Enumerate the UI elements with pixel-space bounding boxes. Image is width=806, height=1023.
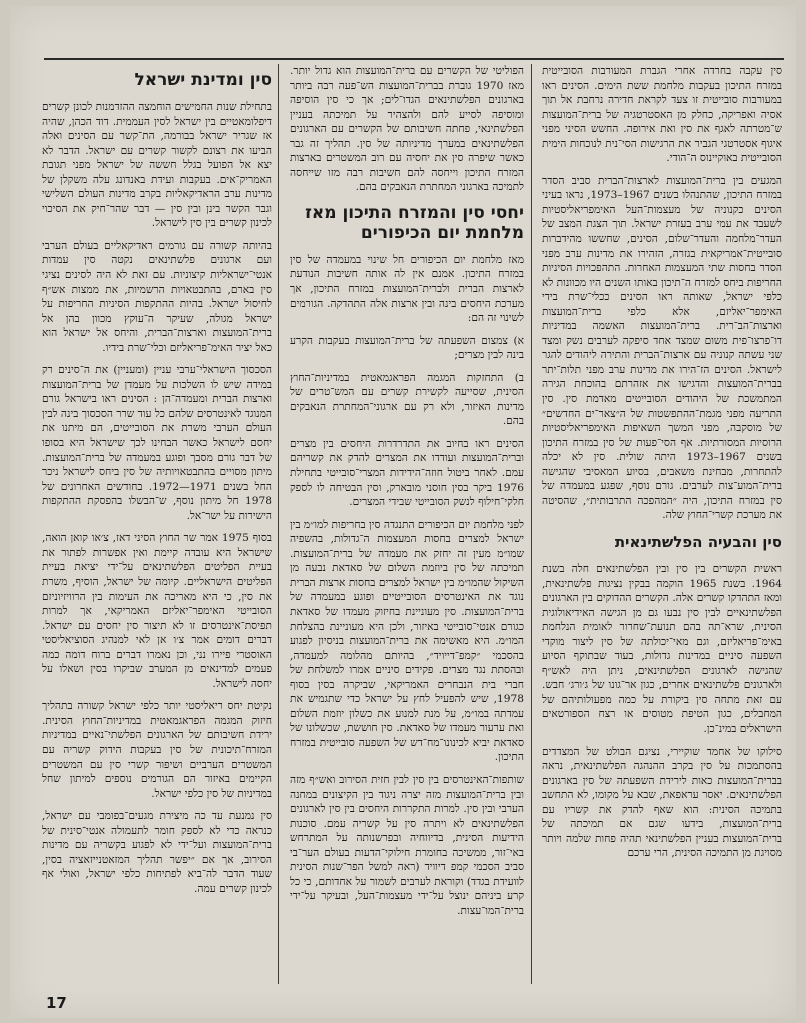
column-divider-left: [278, 64, 279, 984]
paragraph: בסוף 1975 אמר שר החוץ הסיני דאז, צ׳או קואן הואה, שישראל היא עובדה קיימת ואין אפשרות לפתור את בעיית הפליטים הפלשתינאים על־ידי יציאת בעיית הפליטים הישראליים. קיומה של ישראל, הוסיף, משרת את סין, כי היא מאריכה את העימות בין הרוויזיוניזם הסובייטי האימפר־יאליזם האמריקאי, אך למרות תפיסת־אינטרסים זו לא תיצור סין יחסים עם ישראל. דברים דומים אמר צ׳ו אן לאי למנהיג הסוציאליסטי האוסטרי פיירו נני, וכן נאמרו דברים ברוח דומה כמה פעמים למדינאים מן המערב שביקרו בסין ושאלו על יחסה לישראל.: [42, 532, 272, 690]
paragraph: סין עקבה בחרדה אחרי הגברת המעורבות הסובייטית במזרח התיכון בעקבות מלחמת ששת הימים. הסינים ראו במעורבות סובייטית זו צעד לקראת חדירה נרחבת אל תוך אסיה ואפריקה, כחלק מן האסטרטגיה של ברית־המועצות ש־מטרתה לאגף את סין ואת אירופה. החשש הסיני מפני איגוף אסטרטגי הגביר את הרגישות הסי־נית לנוכחות הימית הסובייטית באוקיינוס ה־הודי.: [542, 65, 782, 165]
paragraph: ב) התחזקות המגמה הפראגמאטית במדיניות־החוץ הסינית, שסייעה לקשירת קשרים עם המש־טרים של מדינות האיזור, ולא רק עם ארגוני־המחתרת הנאבקים בהם.: [290, 371, 524, 428]
column-right: [542, 64, 782, 984]
paragraph: סין נמנעת עד כה מיצירת מגעים־בפומבי עם ישראל, כנראה כדי לא לספק חומר לתעמולה אנטי־סינית של ברית־המועצות ועל־ידי לא לפגוע בקשריה עם מדינות הסירוב, אך אם ״יפשר תהליך המזאטנייזאציה בסין, שעוד הדבר לה־ביא לפתיחות כלפי ישראל, ואולי אף לכינון קשרים עמה.: [42, 810, 272, 895]
column-middle: [290, 64, 524, 984]
paragraph: הפוליטי של הקשרים עם ברית־המועצות הוא גדול יותר. מאז 1970 גוברת בברית־המועצות הש־פעה רבה ביותר בארגונים הפלשתינאים הגדו־לים; אך כי סין הוסיפה ומוסיפה לסייע להם ולהצהיר על תמיכתה בעניין הפלשתינאי, פחתה חשיבותם של הקשרים עם הארגונים הפלשתינאים במערך מדיניותה של סין. תהליך זה גבר כאשר שיפרה סין את יחסיה עם רוב המשטרים בארצות המזרח התיכון וייחסה להם חשיבות רבה מזו שייחסה לתמיכה בארגוני המחתרת הנאבקים בהם.: [290, 65, 524, 194]
paragraph: נקיטת יחס ריאליסטי יותר כלפי ישראל קשורה בתהליך חיזוק המגמה הפראגמאטית במדיניות־החוץ הסינית. ירידת חשיבותם של הארגונים הפלשתי־נאיים במדיניות המזרח־תיכונית של סין בעקבות הידוק קשריה עם המשטרים הערביים ושיפור קשרי סין עם המשטרים הקיימים באיזור הם הגורמים נוספים למיתון שחל במדיניות של סין כלפי ישראל.: [42, 700, 272, 800]
section-heading-china-israel: סין ומדינת ישראל: [134, 70, 272, 90]
section-heading-middle-east: יחסי סין והמזרח התיכון מאז מלחמת יום הכיפורים: [305, 202, 524, 243]
paragraph: בהיותה קשורה עם גורמים ראדיקאליים בעולם הערבי ועם ארגונים פלשתינאים נקטה סין עמדות אנטי־ישראליות קיצוניות. עם זאת לא היה לסינים נציגי סין בארם, בהתבטאויות הרשמיות, את ממצות אש״ף לחיסול ישראל. בהיות ההתקפות הסיניות החריפות על ישראל מגולה, שעיקר ה־עוקץ מכוון בהן אל ברית־המועצות וארצות־הברית, והיחס אל ישראל הוא כאל יציר האימ־פריאליזם וכלי־שרת בידיו.: [42, 239, 272, 354]
column-divider-right: [531, 64, 532, 984]
section-heading-palestinian-issue: סין והבעיה הפלשתינאית: [614, 532, 782, 551]
paragraph: לפני מלחמת יום הכיפורים התנגדה סין בחריפות למו״מ בין ישראל למצרים בחסות המעצמות ה־גדולות, בהשפיה שמו״מ מעין זה יחזק את מעמדה של ברית־המועצות. תמיכתה של סין ביוזמת השלום של סאדאת נבעה מן השיקול שהמו״מ בין ישראל למצרים בחסות ארצות הברית נוגד את האינטרסים הסובייטיים ופוגע במעמדה של ברית־המועצות. סין מעוניינת בחיזוק מעמדו של סאדאת כגורם אנטי־סובייטי באיזור, ולכן היא מעוניינת בהצלחת המו״מ. היא מאשימה את ברית־המועצות בניסיון לפגוע בהסכמי ״קמפ־דייויד״, בהיותם מהלומה למעמדה, ובהסתת נגד מצרים. פקידים סיניים אמרו למשלחת של חברי בית הנבחרים האמריקאי, שביקרה בסין בסוף 1978, שיש להפעיל לחץ על ישראל כדי שתגמיש את עמדתה במו״מ, על מנת למנוע את כשלון יוזמת השלום ואת ערעור מעמדו של סאדאת. סין חוששת, שכשלונו של סאדאת יביא לכינונו־מח־דש של השפעה סובייטית במזרח התיכון.: [290, 518, 524, 764]
paragraph: הסכסוך הישראלי־ערבי עניין (ומעניין) את ה־סינים רק במידה שיש לו השלכות על מעמדן של ברית־המועצות וארצות הברית ומעמדה־הן : הסינים ראו בישראל גורם המנוגד לאינטרסים שלהם כל עוד שרר הסכסוך בינה לבין העולם הערבי משרת את הסובייטים, הם מיתנו את יחסם לישראל כאשר הבחינו לכך שישראל היא בסופו של דבר גורם מסבך ופוגע במעמדה של ברית־המועצות. מיתון מסויים בהתבטאויותיה של סין ביחס לישראל ניכר החל בשנים 1971—1972. בחודשים האחרונים של 1978 חל מיתון נוסף, ש־הבשלו בהפסקת ההתקפות הישירות על ישר־אל.: [42, 364, 272, 522]
top-rule: [44, 58, 784, 60]
page-number: 17: [46, 994, 67, 1012]
paragraph: א) צמצום השפעתה של ברית־המועצות בעקבות הקרע בינה לבין מצרים;: [290, 334, 524, 362]
magazine-page: [10, 6, 796, 1018]
paragraph: בתחילת שנות החמישים הוחמצה ההזדמנות לכונן קשרים דיפלומאטיים בין ישראל לסין העממית. דוד הכהן, שהיה אז שגריר ישראל בבורמה, הת־קשר עם הסינים ואלה הביעו את רצונם לקשור קשרים עם ישראל. הדבר לא יצא אל הפועל בגלל חששה של ישראל מפני תגובת האמריק־אים. בעקבות ועידת באנדונג עלה משקלן של מדינות ערב הראדיקאליות בקרב מדינות העולם השלישי וגבר הקשר בינן ובין סין — דבר שהר־חיק את הסיכוי לכינון קשרים בין סין לישראל.: [42, 101, 272, 230]
paragraph: המגעים בין ברית־המועצות לארצות־הברית סביב הסדר במזרח התיכון, שהתנהלו בשנים 1967–1973, נראו בעיני הסינים כקנוניה של מעצמות־העל האימפריאליסטיות לשעבד את עמי ערב בעזרת ישראל. תוך הצגת המצב של העדר־מלחמה והעדר־שלום, הסינים, שחששו מהידברות סובייטית־אמריקאית בגזרה, הזהירו את מדינות ערב מפני הסדר בחסות שתי המעצמות האחרות. התהפכויות הסיניות החריפות ביחס למזרח ה־תיכון באותו השנים היו מכוונות לא כלפי ישראל, שאותה ראו הסינים ככלי־שרת בידי האימפר־יאליזם, אלא כלפי ברית־המועצות וארצות־הב־רית. ברית־המועצות האשמה במדיניות דו־פרצו־פית משום שמצד אחד סיפקה לערבים נשק ומצד שני עשתה קנוניה עם ארצות־הברית והתירה ליהודים להגר לישראל. הסינים הז־הירו את מדינות ערב מפני תלות־יתר בברית־המועצות והדגישו את אזהרתם בהוכחת הגירה המתמשכת של היהודים הסובייטים מאדמת סין. סין התריעה מפני מגמת־ההתפשטות של ה״צאר־ים החדשים״ של מוסקבה, מפני המשך השאיפות האימפריאליסטיות הרוסיות המסורתיות. אף הסי־פעות של סין במזרח התיכון בשנים 1967–1973 היתה שולית. סין לא יכלה להתחרות, מבחינת משאבים, בסיוע המאסיבי שהגישה ברית־המוע־צות לערבים. גורם נוסף, שפגע במעמדה של סין במזרח התיכון, היה ״המהפכה התרבותית״, שהסיטה את מערכת קשרי־החוץ שלה.: [542, 174, 782, 522]
column-left: [42, 64, 272, 984]
paragraph: סילוקו של אחמד שוקיירי, נציגם הבולט של המצדדים בהסתמכות על סין בקרב ההנהגה הפלשתינאית, נראה בברית־המועצות כאות לירידת השפעתה של סין בארגונים הפלשתינאים. יאסר עראפאת, שבא על מקומו, לא התחשב בתמיכה הסינית: הוא שאף להדק את קשריו עם ברית־המועצות, בידעו שגם אם תמיכתה של ברית־המועצות בעניין הפלשתינאי תהיה פחות שלמה ויותר מסויגת מן התמיכה הסינית, הרי ערכם: [542, 745, 782, 860]
paragraph: שותפות־האינטרסים בין סין לבין חזית הסירוב ואש״ף מזה ובין ברית־המועצות מזה יצרה ניגוד בין הקיצונים במחנה הערבי ובין סין. למרות התקררות היחסים בין סין לארגונים הפלשתינאים לא ויתרה סין על קשריה עמם. סוכנות הידיעות הסינית, בדיווחיה ובפרשנותה על המתרחש באי־זור, ממשיכה בחומרת חילוקי־הדעות בעולם הער־בי סביב הסכמי קמפ דיוויד (ראה למשל הפר־שנות הסינית לוועידת בגדד) וקוראת לערבים לשמור על אחדותם, כי כל קרע ביניהם ינוצל על־ידי מעצמות־העל, ובעיקר על־ידי ברית־המו־עצות.: [290, 773, 524, 917]
paragraph: מאז מלחמת יום הכיפורים חל שינוי במעמדה של סין במזרח התיכון. אמנם אין לה אותה חשיבות הנודעת לארצות הברית ולברית־המועצות במזרח התיכון, אך מערכת היחסים בינה ובין ארצות אלה התהדקה. הגורמים לשינוי זה הם:: [290, 253, 524, 325]
paragraph: ראשית הקשרים בין סין ובין הפלשתינאים חלה בשנת 1964. בשנת 1965 הוקמה בבקין נציגות פלשתינאית, ומאז התהדקו קשרים אלה. הקשרים ההדוקים בין הארגונים הפלשתינאיים לבין סין נבעו גם מן הגישה האידיאולוגית הסינית, שרא־תה בהם תנועת־שחרור לאומית הנלחמת באימ־פריאליזם, וגם מאי־יכולתה של סין ליצור מוקדי השפעה סיניים במדינות גדולות, בעוד שבתוקף הסיוע שהגישה לארגונים הפלשתינאים, ניתן היה לאש״ף ולארגונים פלשתינאים אחרים, כגון אר־גונו של ג׳ורג׳ חבש. עם זאת מתחה סין ביקורת על כמה מפעולותיהם של המחבלים, כגון הטיפת מטוסים או רצח הספורטאים הישראלים במינ־כן.: [542, 562, 782, 735]
paragraph: הסינים ראו בחיוב את התדרדרות היחסים בין מצרים וברית־המועצות ועודדו את המצרים להדק את קשריהם עמם. לאחר ביטול חוזה־הידידות המצרי־סובייטי בתחילת 1976 ביקר בסין חוסני מובארק, וסין הבטיחה לו לספק חלקי־חילוף לנשק הסובייטי שבידי המצרים.: [290, 437, 524, 509]
